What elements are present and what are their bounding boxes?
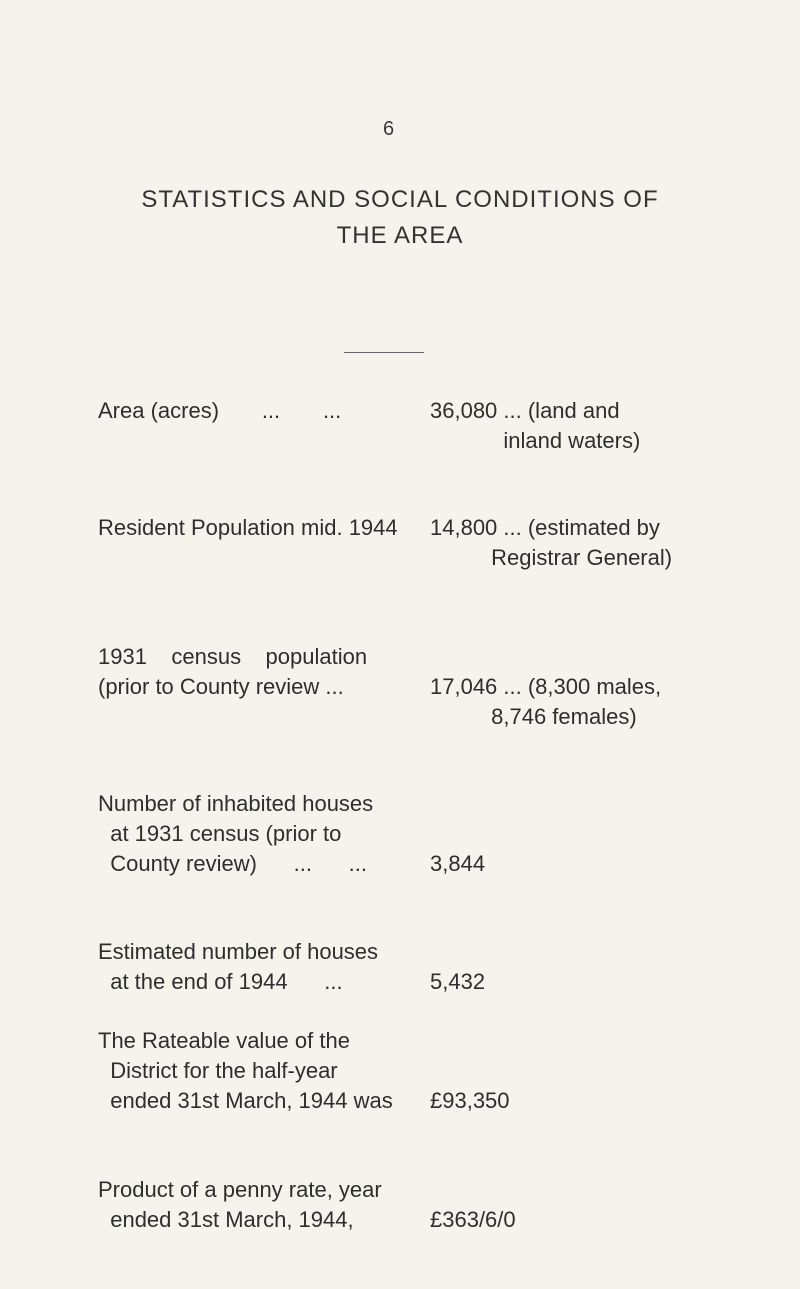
houses-label-line-1: Number of inhabited houses — [98, 791, 374, 816]
rateable-value: £93,350 — [430, 1088, 510, 1113]
page-number: 6 — [383, 118, 395, 140]
census-label-line-1: 1931 census population — [98, 644, 368, 669]
title-divider — [344, 352, 424, 353]
estimated-houses-label-line-2: at the end of 1944 ... — [98, 969, 343, 994]
area-value: 36,080 ... (land and — [430, 398, 620, 423]
houses-value: 3,844 — [430, 851, 486, 876]
area-label: Area (acres) ... ... — [98, 398, 342, 423]
resident-population-value: 14,800 ... (estimated by — [430, 515, 660, 540]
penny-rate-label-line-1: Product of a penny rate, year — [98, 1177, 382, 1202]
resident-population-note: Registrar General) — [430, 545, 673, 570]
rateable-label-line-3: ended 31st March, 1944 was — [98, 1088, 393, 1113]
census-label-line-2: (prior to County review ... — [98, 674, 344, 699]
penny-rate-label-line-2: ended 31st March, 1944, — [98, 1207, 354, 1232]
page-title-line-1: STATISTICS AND SOCIAL CONDITIONS OF — [141, 186, 659, 213]
penny-rate-value: £363/6/0 — [430, 1207, 516, 1232]
resident-population-label: Resident Population mid. 1944 — [98, 515, 398, 540]
census-value-note: 8,746 females) — [430, 704, 637, 729]
rateable-label-line-2: District for the half-year — [98, 1058, 338, 1083]
estimated-houses-label-line-1: Estimated number of houses — [98, 939, 379, 964]
rateable-label-line-1: The Rateable value of the — [98, 1028, 350, 1053]
area-value-note: inland waters) — [430, 428, 641, 453]
page-title-line-2: THE AREA — [336, 222, 464, 249]
houses-label-line-3: County review) ... ... — [98, 851, 367, 876]
estimated-houses-value: 5,432 — [430, 969, 486, 994]
houses-label-line-2: at 1931 census (prior to — [98, 821, 342, 846]
census-value: 17,046 ... (8,300 males, — [430, 674, 662, 699]
